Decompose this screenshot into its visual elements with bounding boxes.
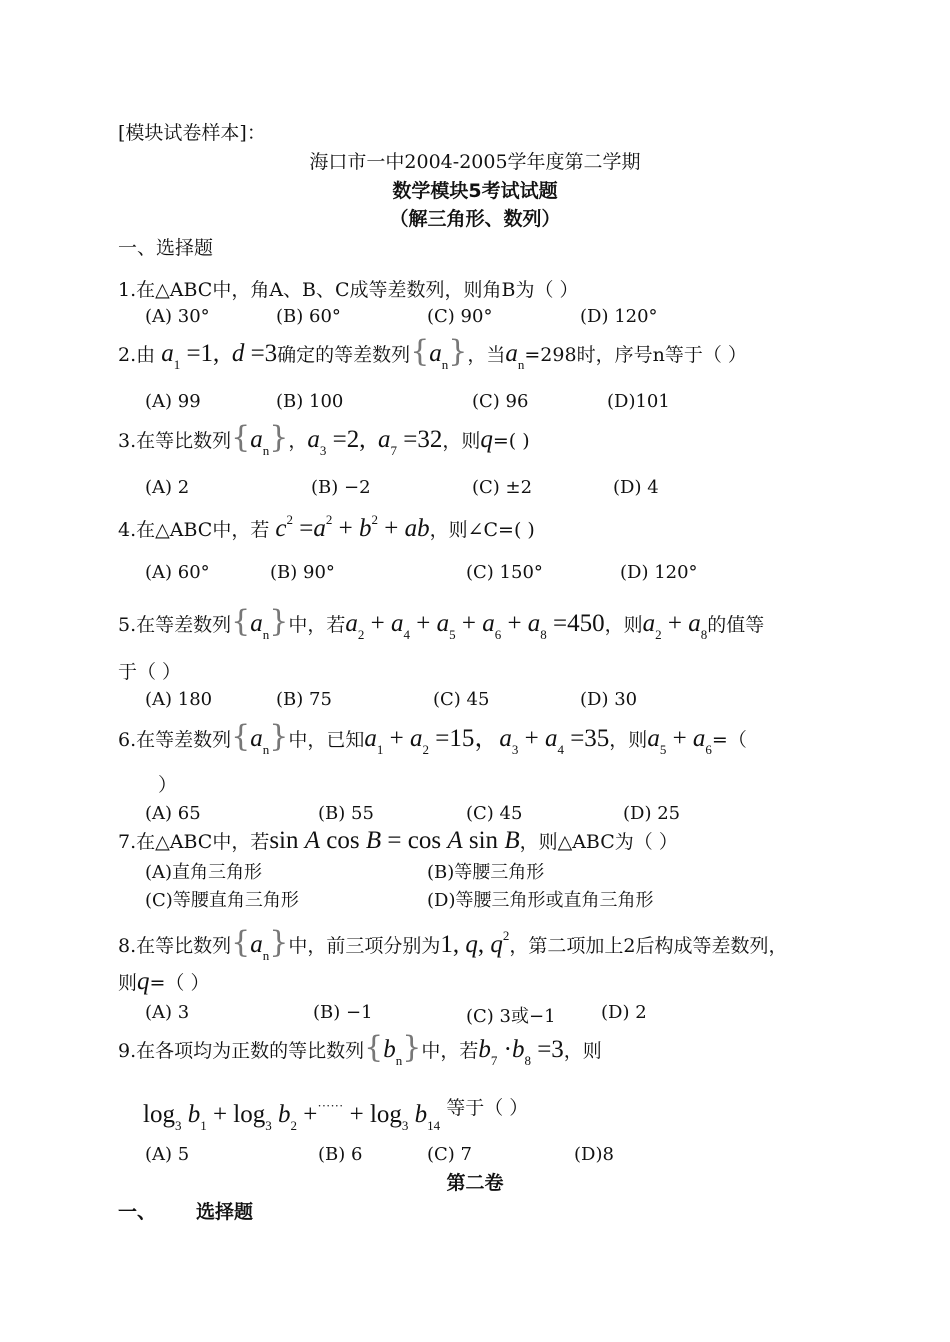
math-expression-2: $a_2 + a_8$	[642, 610, 708, 642]
option-d: (D)等腰三角形或直角三角形	[427, 890, 654, 911]
question-number: 9.	[118, 1040, 137, 1062]
option-d: (D) 120°	[580, 306, 658, 327]
exam-title: 数学模块5考试试题	[392, 180, 558, 202]
option-c: (C) 3或−1	[466, 1006, 556, 1027]
question-9: 9.在各项均为正数的等比数列$\{b_n\}$中，若$b_7 \cdot b_8 =3$，则	[118, 1030, 602, 1068]
option-c: (C) 45	[433, 689, 490, 710]
math-expression: $a_2 + a_4 + a_5 + a_6 + a_8 =450$	[345, 610, 605, 642]
option-a: (A) 99	[145, 391, 201, 412]
option-d: (D)8	[574, 1144, 614, 1165]
question-6-continuation: ）	[158, 774, 178, 796]
question-number: 7.	[118, 831, 137, 853]
option-d: (D) 2	[601, 1002, 647, 1023]
math-expression: 1, q, $q^2$	[440, 928, 510, 958]
option-a: (A) 5	[145, 1144, 190, 1165]
math-expression: $b_7 \cdot b_8 =3$	[478, 1036, 564, 1068]
option-a: (A) 65	[145, 803, 201, 824]
question-5-continuation: 于（ ）	[118, 661, 182, 683]
option-b: (B) 60°	[276, 306, 341, 327]
question-2: 2.由 $a_1 =1$, d =3确定的等差数列$\{a_n\}$，当$a_n=298$时，序号n等于（ ）	[118, 334, 747, 372]
option-c: (C) 45	[466, 803, 523, 824]
option-c: (C) ±2	[472, 477, 533, 498]
option-b: (B) 90°	[270, 562, 335, 583]
option-a: (A) 3	[145, 1002, 190, 1023]
option-d: (D) 4	[613, 477, 659, 498]
option-a: (A) 30°	[145, 306, 210, 327]
math-variable: q	[480, 426, 493, 453]
question-7: 7.在△ABC中，若sin A cos B = cos A sin B，则△ABC为（ ）	[118, 827, 678, 854]
question-number: 4.	[118, 519, 137, 541]
option-c: (C) 150°	[466, 562, 543, 583]
part-2-title: 第二卷	[446, 1172, 504, 1194]
question-number: 2.	[118, 344, 137, 366]
question-number: 3.	[118, 430, 137, 452]
option-b: (B) 6	[318, 1144, 363, 1165]
option-d: (D)101	[607, 391, 670, 412]
sequence-symbol: $a_n$	[250, 610, 270, 642]
math-expression-2: $a_5 + a_6$	[647, 725, 712, 757]
math-expression: $a_1 =1$, d =3	[161, 340, 278, 372]
question-number: 5.	[118, 614, 137, 636]
question-8-continuation: 则q=（ ）	[118, 968, 210, 995]
question-8: 8.在等比数列$\{a_n\}$中，前三项分别为1, q, $q^2$，第二项加上2后构成等差数列，	[118, 925, 788, 963]
log-sum-expression: $\log_3 b_1 + \log_3 b_2 +^{\cdot\cdot\cdot\cdot\cdot\cdot} + \log_3 b_{14}$	[143, 1098, 441, 1133]
question-3: 3.在等比数列$\{a_n\}$，$a_3 =2$, $a_7 =32$，则q=( )	[118, 420, 530, 458]
option-d: (D) 120°	[620, 562, 698, 583]
option-b: (B) 55	[318, 803, 374, 824]
option-a: (A) 180	[145, 689, 213, 710]
sequence-symbol: $a_n$	[250, 931, 270, 963]
option-b: (B) −2	[311, 477, 371, 498]
question-9-formula: $\log_3 b_1 + \log_3 b_2 +^{\cdot\cdot\cdot\cdot\cdot\cdot} + \log_3 b_{14}$ 等于（ ）	[143, 1097, 529, 1133]
option-c: (C) 96	[472, 391, 529, 412]
option-c: (C) 7	[427, 1144, 472, 1165]
math-expression: $a_3 =2$, $a_7 =32$	[307, 426, 443, 458]
question-6: 6.在等差数列$\{a_n\}$中，已知$a_1 + a_2 =15$，$a_3 + a_4 =35$，则$a_5 + a_6=$（	[118, 719, 747, 757]
option-b: (B)等腰三角形	[427, 862, 545, 883]
question-5: 5.在等差数列$\{a_n\}$中，若$a_2 + a_4 + a_5 + a_6 + a_8 =450$，则$a_2 + a_8$的值等	[118, 604, 765, 642]
math-expression: $a_1 + a_2 =15$，$a_3 + a_4 =35$	[364, 725, 610, 757]
part-2-heading-number: 一、	[118, 1201, 157, 1223]
question-1	[118, 278, 579, 302]
section-heading: 一、选择题	[118, 237, 214, 259]
option-a: (A) 60°	[145, 562, 210, 583]
school-line: 海口市一中2004-2005学年度第二学期	[309, 151, 641, 173]
question-4: 4.在△ABC中，若 $c^2 =a^2 + b^2$ + ab，则∠C=( )	[118, 512, 535, 542]
question-text: 在△ABC中，角A、B、C成等差数列，则角B为（ ）	[136, 279, 579, 301]
math-variable: q	[137, 968, 150, 995]
sample-label: [模块试卷样本]：	[118, 122, 266, 144]
math-expression: $c^2 =a^2 + b^2$ + ab	[275, 512, 430, 542]
option-a: (A)直角三角形	[145, 862, 263, 883]
option-c: (C) 90°	[427, 306, 493, 327]
math-variable: $a_n$	[505, 340, 525, 372]
option-b: (B) 75	[276, 689, 332, 710]
sequence-symbol: $a_n$	[429, 340, 449, 372]
question-number: 6.	[118, 729, 137, 751]
sequence-symbol: $a_n$	[250, 725, 270, 757]
part-2-heading: 选择题	[196, 1201, 254, 1223]
sequence-symbol: $a_n$	[250, 426, 270, 458]
math-expression: sin A cos B = cos A sin B	[269, 827, 520, 854]
option-d: (D) 30	[580, 689, 638, 710]
exam-subtitle: （解三角形、数列）	[389, 208, 561, 230]
option-a: (A) 2	[145, 477, 190, 498]
option-b: (B) −1	[313, 1002, 373, 1023]
sequence-symbol: $b_n$	[383, 1036, 403, 1068]
option-b: (B) 100	[276, 391, 344, 412]
question-number: 1.	[118, 279, 137, 301]
option-d: (D) 25	[623, 803, 681, 824]
option-c: (C)等腰直角三角形	[145, 890, 299, 911]
question-number: 8.	[118, 935, 137, 957]
